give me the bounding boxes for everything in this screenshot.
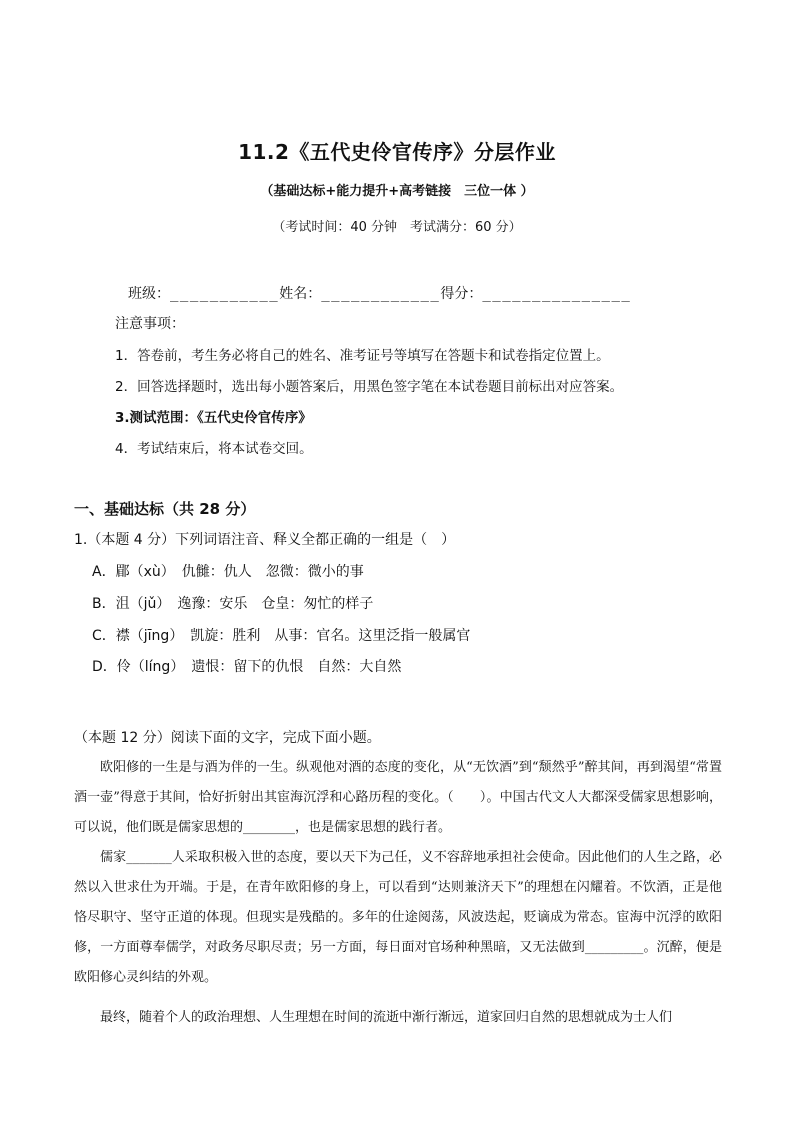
page-subtitle: （基础达标+能力提升+高考链接 三位一体 ） — [260, 184, 534, 199]
note-item: 4．考试结束后，将本试卷交回。 — [115, 441, 313, 457]
question-option-d[interactable]: D．伶（líng） 遗恨：留下的仇恨 自然：大自然 — [92, 659, 402, 675]
note-item: 2．回答选择题时，选出每小题答案后，用黑色签字笔在本试卷题目前标出对应答案。 — [115, 379, 624, 395]
question-option-b[interactable]: B．沮（jǔ） 逸豫：安乐 仓皇：匆忙的样子 — [92, 596, 374, 612]
exam-info: （考试时间：40 分钟 考试满分：60 分） — [272, 220, 522, 235]
question-option-a[interactable]: A．郿（xù） 仇雠：仇人 忽微：微小的事 — [92, 564, 364, 580]
class-field[interactable]: ___________ — [170, 286, 280, 302]
page-title: 11.2《五代史伶官传序》分层作业 — [238, 140, 556, 164]
score-field[interactable]: _______________ — [482, 286, 632, 302]
section-heading: 一、基础达标（共 28 分） — [74, 500, 256, 518]
question-1-stem: 1.（本题 4 分）下列词语注音、释义全都正确的一组是（ ） — [74, 532, 456, 548]
score-label: 得分： — [440, 286, 483, 302]
class-label: 班级： — [128, 286, 170, 302]
name-label: 姓名： — [279, 286, 322, 302]
question-2-intro: （本题 12 分）阅读下面的文字，完成下面小题。 — [74, 730, 381, 746]
note-item: 3.测试范围：《五代史伶官传序》 — [115, 410, 312, 426]
name-field[interactable]: ____________ — [321, 286, 441, 302]
student-info-line — [128, 283, 631, 303]
passage-paragraph: 欧阳修的一生是与酒为伴的一生。纵观他对酒的态度的变化，从“无饮酒”到“颓然乎”醉其间，再到渴望“常置酒一壶”得意于其间，恰好折射出其宦海沉浮和心路历程的变化。（ ）。中国古代文人大都深受儒家思想影响，可以说，他们既是儒家思想的________，也是儒家思想的践行者。 — [74, 760, 722, 835]
notes-heading: 注意事项： — [115, 316, 185, 332]
question-option-c[interactable]: C．襟（jīng） 凯旋：胜利 从事：官名。这里泛指一般属官 — [92, 628, 471, 644]
passage-paragraph: 儒家_______人采取积极入世的态度，要以天下为己任，义不容辞地承担社会使命。因此他们的人生之路，必然以入世求仕为开端。于是，在青年欧阳修的身上，可以看到“达则兼济天下”的理想在闪耀着。不饮酒，正是他恪尽职守、坚守正道的体现。但现实是残酷的。多年的仕途阅荡，风波迭起，贬谪成为常态。宦海中沉浮的欧阳修，一方面尊奉儒学，对政务尽职尽责；另一方面，每日面对官场种种黑暗，又无法做到_________。沉醉，便是欧阳修心灵纠结的外观。 — [74, 850, 722, 985]
passage-paragraph: 最终，随着个人的政治理想、人生理想在时间的流逝中渐行渐远，道家回归自然的思想就成为士人们 — [100, 1010, 673, 1025]
note-item: 1．答卷前，考生务必将自己的姓名、准考证号等填写在答题卡和试卷指定位置上。 — [115, 348, 610, 364]
